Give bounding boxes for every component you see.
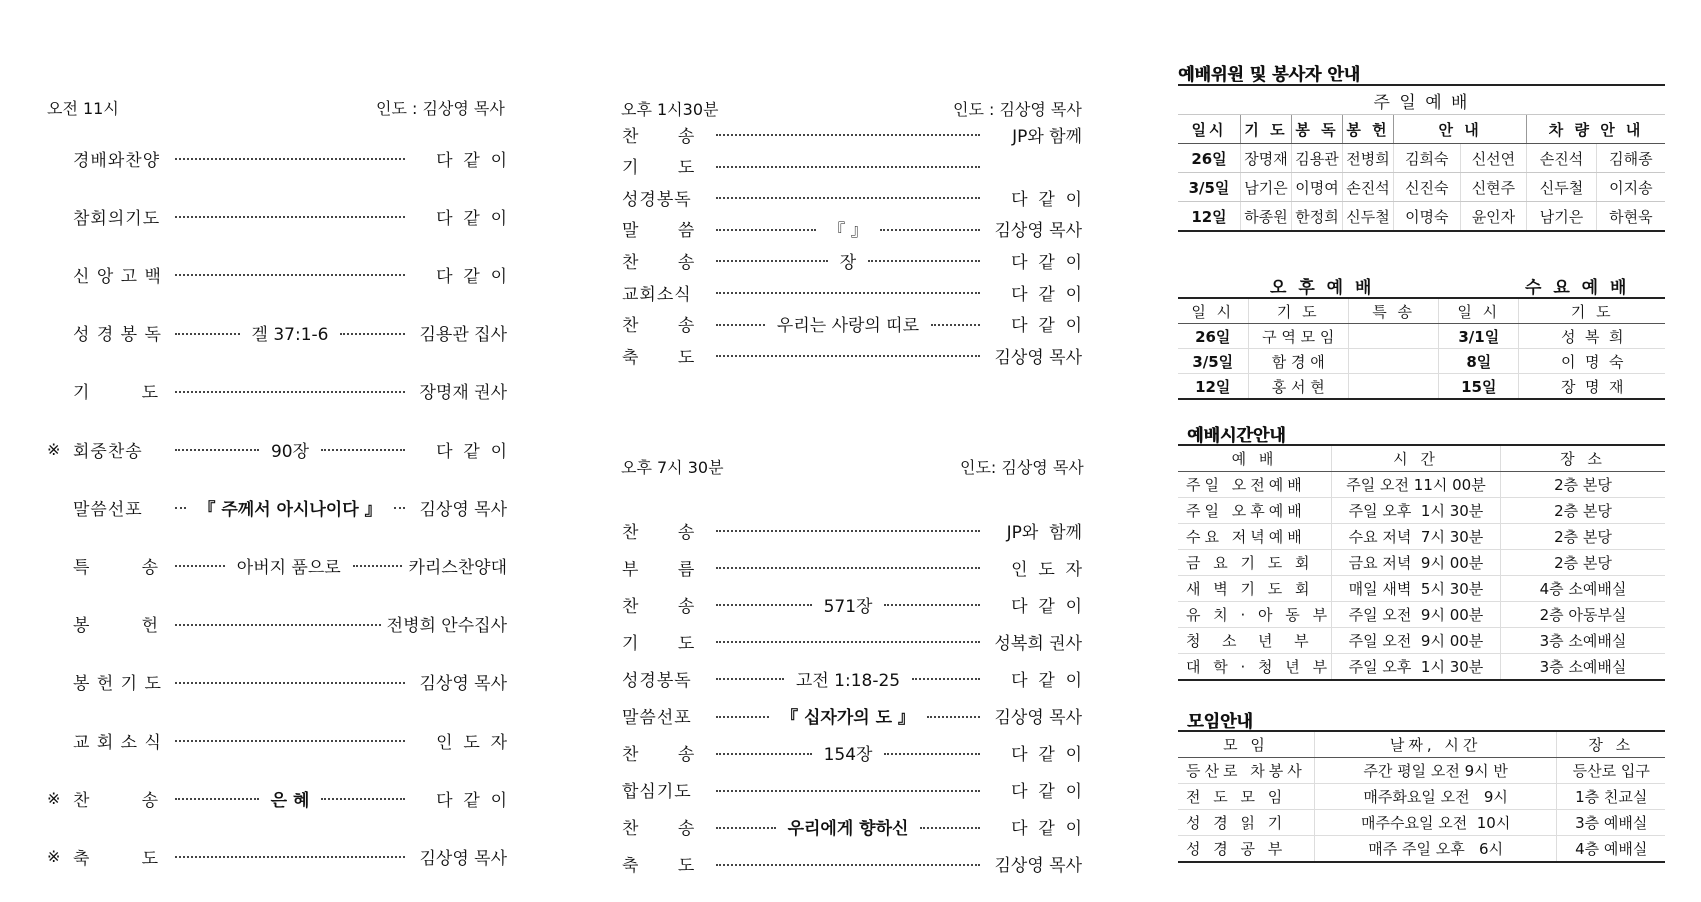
service-item-label: 봉 헌 [73,616,160,637]
service-item-person: 다 같 이 [1011,596,1082,617]
service-item-person: 다 같 이 [436,266,507,287]
dot-leader [716,641,980,643]
table-row [1178,836,1665,863]
dot-leader [340,333,405,335]
service-item-label: 회중찬송 [73,441,143,462]
service-item-label: 찬 송 [622,522,696,543]
dot-leader [716,716,769,718]
service-item-person: 장명재 권사 [419,383,507,404]
dot-leader [716,324,765,326]
service-item [622,154,1082,178]
table-cell: 4층 소예배실 [1500,576,1665,602]
dot-leader [175,856,405,858]
evening-time: 오후 7시 30분 [621,458,724,477]
service-item [47,728,507,752]
service-item-label: 말 씀 [622,221,696,242]
table-cell: 하현욱 [1596,202,1665,232]
service-item [47,670,507,694]
dot-leader [175,158,405,160]
service-item-label: 부 름 [622,559,696,580]
servants-header: 봉 독 [1292,115,1343,144]
service-item-person: 김상영 목사 [419,499,508,520]
table-cell: 손진석 [1527,144,1596,173]
service-item-person: 김상영 목사 [419,848,507,869]
table-cell: 등산로 입구 [1557,758,1665,784]
dot-leader [716,753,812,755]
table-cell: 김해종 [1596,144,1665,173]
dot-leader [880,229,980,231]
wed-service-caption: 수 요 예 배 [1525,278,1630,298]
service-item-person: 다 같 이 [1011,252,1082,273]
dot-leader [175,798,259,800]
dot-leader [716,292,980,294]
service-item-detail: 154장 [823,745,873,766]
table-cell: 1층 친교실 [1557,784,1665,810]
table-cell: 3/5일 [1178,173,1241,202]
table-cell: 3/1일 [1439,324,1519,349]
table-cell: 전병희 [1343,144,1394,173]
table-cell [1349,324,1439,349]
table-cell: 손진석 [1343,173,1394,202]
dot-leader [175,682,405,684]
service-item-detail: 571장 [823,596,873,617]
service-item-label: 특 송 [73,557,160,578]
table-cell: 금 요 기 도 회 [1178,550,1332,576]
service-item [47,204,507,228]
service-item [47,262,507,286]
service-item-person: 카리스찬양대 [408,557,508,578]
standing-mark: ※ [47,788,61,808]
table-cell: 주일 오후 1시 30분 [1332,654,1501,681]
times-title: 예배시간안내 [1187,426,1286,446]
service-item-label: 참회의기도 [73,208,161,229]
table-cell: 남기은 [1241,173,1292,202]
pm-wed-table [1178,297,1665,400]
service-item-person: 김상영 목사 [994,347,1082,368]
table-row [1178,472,1665,498]
servants-table [1178,84,1665,232]
table-cell: 신진숙 [1394,173,1461,202]
service-item [47,786,507,810]
service-item-label: 교회소식 [622,284,692,305]
table-cell: 청 소 년 부 [1178,628,1332,654]
table-cell: 2층 본당 [1500,550,1665,576]
service-item-person: JP와 함께 [1006,522,1082,543]
table-cell: 신현주 [1460,173,1527,202]
service-item-label: 기 도 [73,383,160,404]
service-item-person: 다 같 이 [1011,316,1082,337]
servants-header: 일시 [1178,115,1241,144]
service-item-label: 성경봉독 [622,189,692,210]
dot-leader [884,753,980,755]
dot-leader [716,197,980,199]
service-item-label: 축 도 [622,856,696,877]
table-cell: 12일 [1178,374,1248,400]
table-cell: 주간 평일 오전 9시 반 [1314,758,1557,784]
service-item-person: 인 도 자 [1011,559,1082,580]
service-item [622,592,1082,616]
service-item [47,379,507,403]
service-item [622,741,1082,765]
dot-leader [716,134,980,136]
table-row [1178,550,1665,576]
table-cell: 한정희 [1292,202,1343,232]
service-item-person: 전병희 안수집사 [386,616,507,637]
dot-leader [175,391,405,393]
servants-caption: 주 일 예 배 [1178,85,1665,115]
service-item [622,185,1082,209]
service-item-detail: 우리에게 향하신 [787,819,909,840]
service-item [47,612,507,636]
service-item [622,704,1082,728]
service-item-detail: 우리는 사랑의 띠로 [776,316,920,337]
service-item-label: 찬 송 [622,252,696,273]
table-cell: 새 벽 기 도 회 [1178,576,1332,602]
standing-mark: ※ [47,846,61,866]
pm-wed-header: 기 도 [1248,298,1349,324]
table-cell: 26일 [1178,144,1241,173]
table-cell: 3층 예배실 [1557,810,1665,836]
table-row [1178,374,1665,400]
service-item-detail: 장 [839,252,857,273]
table-cell: 8일 [1439,349,1519,374]
dot-leader [716,530,980,532]
dot-leader [175,740,405,742]
dot-leader [716,864,980,866]
table-cell: 남기은 [1527,202,1596,232]
dot-leader [716,355,980,357]
dot-leader [175,449,259,451]
table-cell: 장명재 [1241,144,1292,173]
service-item [47,553,507,577]
service-item-detail: 『 』 [828,221,868,242]
meetings-header: 날짜, 시간 [1314,731,1557,758]
servants-header: 안 내 [1394,115,1527,144]
dot-leader [920,827,980,829]
table-cell: 이명여 [1292,173,1343,202]
table-cell: 주일 오전 11시 00분 [1332,472,1501,498]
table-row [1178,758,1665,784]
dot-leader [868,260,980,262]
dot-leader [716,260,828,262]
table-cell: 3층 소예배실 [1500,654,1665,681]
service-item-label: 합심기도 [622,782,692,803]
table-cell: 성 경 읽 기 [1178,810,1314,836]
pm-service-caption: 오 후 예 배 [1270,278,1375,298]
dot-leader [912,678,980,680]
table-row [1178,810,1665,836]
times-header: 시 간 [1332,445,1501,472]
service-item-label: 경배와찬양 [73,150,161,171]
table-row [1178,144,1665,173]
table-row [1178,602,1665,628]
table-cell: 금요 저녁 9시 00분 [1332,550,1501,576]
service-item-detail: 『 십자가의 도 』 [781,708,915,728]
service-item [622,629,1082,653]
table-cell: 성 복 희 [1519,324,1665,349]
dot-leader [716,678,784,680]
service-item-label: 찬 송 [622,596,696,617]
service-item-label: 축 도 [622,347,696,368]
table-row [1178,498,1665,524]
service-item [622,122,1082,146]
table-row [1178,349,1665,374]
table-cell: 12일 [1178,202,1241,232]
service-item-detail: 고전 1:18-25 [795,670,901,691]
table-cell: 구 역 모 임 [1248,324,1349,349]
service-item-detail: 아버지 품으로 [236,557,341,578]
table-cell: 수요 저녁 7시 30분 [1332,524,1501,550]
service-item-person: 다 같 이 [436,441,507,462]
dot-leader [175,216,405,218]
table-cell: 매일 새벽 5시 30분 [1332,576,1501,602]
meetings-table [1178,730,1665,863]
service-item-person: 김상영 목사 [419,674,507,695]
service-item-person: 성복희 권사 [994,633,1082,654]
table-cell: 3/5일 [1178,349,1248,374]
service-item [622,555,1082,579]
service-item-person: 인 도 자 [436,732,507,753]
table-row [1178,173,1665,202]
service-item-detail: 『 주께서 아시나이다 』 [198,499,382,520]
meetings-header: 장 소 [1557,731,1665,758]
table-row [1178,202,1665,232]
service-item [47,495,507,519]
servants-header: 봉 헌 [1343,115,1394,144]
table-cell: 2층 본당 [1500,472,1665,498]
table-cell: 신두철 [1527,173,1596,202]
dot-leader [175,507,186,509]
service-item-label: 말씀선포 [622,708,692,728]
service-item [622,343,1082,367]
service-item-person: 다 같 이 [1011,284,1082,305]
table-cell: 윤인자 [1460,202,1527,232]
table-row [1178,324,1665,349]
servants-title: 예배위원 및 봉사자 안내 [1178,65,1360,85]
table-cell: 2층 아동부실 [1500,602,1665,628]
morning-leader: 인도 : 김상영 목사 [376,99,505,118]
table-cell: 홍 서 현 [1248,374,1349,400]
times-header: 장 소 [1500,445,1665,472]
dot-leader [175,624,381,626]
dot-leader [175,565,225,567]
table-cell: 성 경 공 부 [1178,836,1314,863]
service-item [622,280,1082,304]
pm-wed-header: 일 시 [1178,298,1248,324]
table-cell: 대 학 · 청 년 부 [1178,654,1332,681]
service-item [47,844,507,868]
table-cell: 주일 오전예배 [1178,472,1332,498]
pm-wed-header: 기 도 [1519,298,1665,324]
service-item [47,437,507,461]
table-cell: 2층 본당 [1500,498,1665,524]
service-item-person: 다 같 이 [436,150,507,171]
servants-header: 기 도 [1241,115,1292,144]
dot-leader [927,716,980,718]
service-item [622,852,1082,876]
dot-leader [716,229,816,231]
table-cell: 주일 오전 9시 00분 [1332,602,1501,628]
times-table [1178,444,1665,681]
table-cell: 신두철 [1343,202,1394,232]
table-row [1178,654,1665,681]
dot-leader [175,333,240,335]
table-cell: 매주수요일 오전 10시 [1314,810,1557,836]
table-cell: 이 명 숙 [1519,349,1665,374]
service-item-label: 신 앙 고 백 [73,266,162,287]
table-cell: 하종원 [1241,202,1292,232]
table-cell: 15일 [1439,374,1519,400]
service-item-label: 찬 송 [622,745,696,766]
service-item-detail: 은 혜 [270,790,310,811]
times-header: 예 배 [1178,445,1332,472]
pm-wed-header: 특 송 [1349,298,1439,324]
dot-leader [931,324,980,326]
table-cell: 등산로 차봉사 [1178,758,1314,784]
standing-mark: ※ [47,439,61,459]
service-item-label: 성 경 봉 독 [73,325,162,346]
table-cell: 3층 소예배실 [1500,628,1665,654]
service-item-detail: 90장 [270,441,310,462]
table-cell: 매주 주일 오후 6시 [1314,836,1557,863]
service-item [622,778,1082,802]
service-item-person: 김상영 목사 [994,856,1082,877]
service-item-label: 기 도 [622,158,696,179]
dot-leader [321,798,405,800]
table-cell: 이지송 [1596,173,1665,202]
table-cell: 4층 예배실 [1557,836,1665,863]
service-item-label: 찬 송 [622,316,696,337]
service-item-person: JP와 함께 [1012,126,1082,147]
table-row [1178,576,1665,602]
morning-time: 오전 11시 [47,99,119,118]
service-item-label: 찬 송 [73,790,160,811]
dot-leader [716,790,980,792]
service-item-person: 김상영 목사 [994,708,1082,728]
service-item [622,666,1082,690]
service-item-person: 다 같 이 [436,790,508,811]
service-item [622,248,1082,272]
service-item [47,146,507,170]
service-item-label: 교 회 소 식 [73,732,162,753]
service-item-label: 성경봉독 [622,670,692,691]
service-item [622,312,1082,336]
service-item-person: 다 같 이 [436,208,507,229]
service-item-detail: 겔 37:1-6 [251,325,329,346]
service-item [622,815,1082,839]
service-item-person: 다 같 이 [1011,670,1083,691]
service-item [47,321,507,345]
service-item-label: 말씀선포 [73,499,143,520]
table-cell: 김용관 [1292,144,1343,173]
meetings-header: 모 임 [1178,731,1314,758]
table-cell: 주일 오후예배 [1178,498,1332,524]
table-cell: 수요 저녁예배 [1178,524,1332,550]
service-item-label: 기 도 [622,633,696,654]
service-item [622,217,1082,241]
table-cell: 주일 오후 1시 30분 [1332,498,1501,524]
service-item-person: 다 같 이 [1011,819,1082,840]
table-cell: 2층 본당 [1500,524,1665,550]
dot-leader [716,166,980,168]
dot-leader [175,274,405,276]
service-item-person: 다 같 이 [1011,782,1082,803]
service-item-person: 김용관 집사 [419,325,508,346]
dot-leader [716,604,812,606]
service-item-label: 축 도 [73,848,160,869]
service-item-label: 봉 헌 기 도 [73,674,162,695]
table-cell: 매주화요일 오전 9시 [1314,784,1557,810]
meetings-title: 모임안내 [1187,712,1253,732]
table-cell [1349,374,1439,400]
dot-leader [716,567,980,569]
dot-leader [884,604,980,606]
pm-wed-header: 일 시 [1439,298,1519,324]
service-item-label: 찬 송 [622,126,696,147]
afternoon-time: 오후 1시30분 [621,100,719,119]
service-item-person: 김상영 목사 [994,221,1082,242]
dot-leader [321,449,405,451]
table-cell: 함 경 애 [1248,349,1349,374]
table-cell: 김희숙 [1394,144,1461,173]
table-cell: 신선연 [1460,144,1527,173]
dot-leader [394,507,405,509]
dot-leader [716,827,776,829]
table-cell: 유 치 · 아 동 부 [1178,602,1332,628]
dot-leader [353,565,403,567]
table-row [1178,628,1665,654]
table-cell: 26일 [1178,324,1248,349]
evening-leader: 인도: 김상영 목사 [960,458,1084,477]
service-item-person: 다 같 이 [1011,745,1082,766]
table-cell: 주일 오전 9시 00분 [1332,628,1501,654]
table-row [1178,784,1665,810]
afternoon-leader: 인도 : 김상영 목사 [953,100,1082,119]
servants-header: 차 량 안 내 [1527,115,1665,144]
table-cell: 전 도 모 임 [1178,784,1314,810]
table-cell: 이명숙 [1394,202,1461,232]
table-cell [1349,349,1439,374]
service-item [622,518,1082,542]
service-item-label: 찬 송 [622,819,696,840]
table-cell: 장 명 재 [1519,374,1665,400]
table-row [1178,524,1665,550]
service-item-person: 다 같 이 [1011,189,1082,210]
